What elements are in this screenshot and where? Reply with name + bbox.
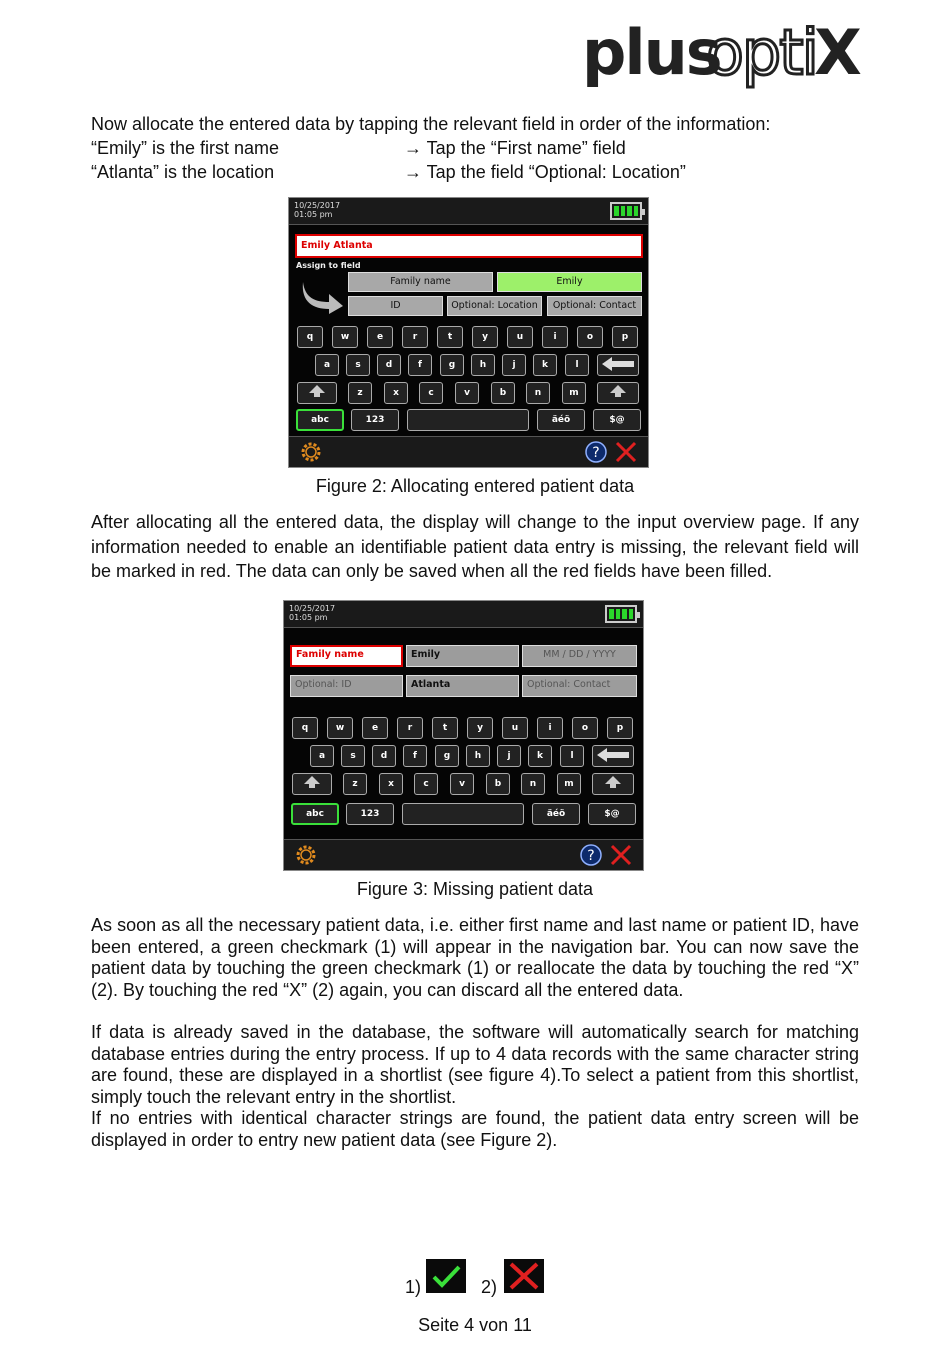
key-s[interactable]: s — [341, 745, 365, 767]
key-x[interactable]: x — [384, 382, 408, 404]
entry-input[interactable]: Emily Atlanta — [295, 234, 643, 258]
key-e[interactable]: e — [362, 717, 388, 739]
key-f[interactable]: f — [408, 354, 432, 376]
figure2-screen — [288, 197, 649, 468]
key-c[interactable]: c — [414, 773, 438, 795]
key-r[interactable]: r — [397, 717, 423, 739]
key-n[interactable]: n — [521, 773, 545, 795]
accent-key[interactable]: äéö — [532, 803, 580, 825]
key-g[interactable]: g — [440, 354, 464, 376]
backspace-icon — [595, 746, 631, 764]
key-z[interactable]: z — [343, 773, 367, 795]
backspace-key[interactable] — [592, 745, 634, 767]
paragraph-database: If data is already saved in the database, the software will automatically search for matching database entries during the entry process. If up to 4 data records with the same character string are found, these are displayed in a shortlist (see figure 4).To select a patient from this shortlist, simply touch the relevant entry in the shortlist. — [91, 1022, 859, 1107]
key-k[interactable]: k — [528, 745, 552, 767]
key-g[interactable]: g — [435, 745, 459, 767]
shift-key-left[interactable] — [292, 773, 332, 795]
backspace-key[interactable] — [597, 354, 639, 376]
shift-key-right[interactable] — [597, 382, 639, 404]
field-location[interactable]: Atlanta — [406, 675, 519, 697]
paragraph-checkmark: As soon as all the necessary patient data, i.e. either first name and last name or patient ID, have been entered, a green checkmark (1) will appear in the navigation bar. You can now save the patient data by touching the green checkmark (1) or reallocate the data by touching the red “X” (2). By touching the red “X” (2) again, you can discard all the entered data. — [91, 915, 859, 1000]
svg-text:opti: opti — [706, 16, 817, 89]
key-d[interactable]: d — [372, 745, 396, 767]
shift-key-right[interactable] — [592, 773, 634, 795]
key-h[interactable]: h — [466, 745, 490, 767]
key-h[interactable]: h — [471, 354, 495, 376]
battery-icon — [610, 202, 642, 220]
shift-key-left[interactable] — [297, 382, 337, 404]
symbol-key[interactable]: $@ — [593, 409, 641, 431]
key-b[interactable]: b — [486, 773, 510, 795]
settings-gear-icon[interactable] — [294, 843, 318, 867]
key-o[interactable]: o — [577, 326, 603, 348]
key-e[interactable]: e — [367, 326, 393, 348]
key-l[interactable]: l — [565, 354, 589, 376]
key-p[interactable]: p — [612, 326, 638, 348]
svg-text:plus: plus — [582, 16, 721, 89]
page-number: Seite 4 von 11 — [418, 1315, 532, 1335]
key-i[interactable]: i — [537, 717, 563, 739]
key-u[interactable]: u — [502, 717, 528, 739]
field-optional-location[interactable]: Optional: Location — [447, 296, 542, 316]
settings-gear-icon[interactable] — [299, 440, 323, 464]
legend-label-2: 2) — [481, 1277, 498, 1297]
space-key[interactable] — [407, 409, 529, 431]
step-label: “Atlanta” is the location — [91, 162, 275, 182]
paragraph-new-entry: If no entries with identical character strings are found, the patient data entry screen will be displayed in order to entry new patient data (see Figure 2). — [91, 1108, 859, 1150]
status-bar — [284, 601, 643, 628]
help-icon[interactable] — [584, 440, 608, 464]
navigation-bar — [289, 436, 648, 467]
space-key[interactable] — [402, 803, 524, 825]
key-d[interactable]: d — [377, 354, 401, 376]
key-s[interactable]: s — [346, 354, 370, 376]
accent-key[interactable]: äéö — [537, 409, 585, 431]
field-family-name-missing[interactable]: Family name — [290, 645, 403, 667]
field-id[interactable]: ID — [348, 296, 443, 316]
key-w[interactable]: w — [332, 326, 358, 348]
abc-key[interactable]: abc — [291, 803, 339, 825]
green-checkmark-icon — [426, 1259, 466, 1293]
key-a[interactable]: a — [310, 745, 334, 767]
field-date-of-birth[interactable]: MM / DD / YYYY — [522, 645, 637, 667]
help-icon[interactable] — [579, 843, 603, 867]
shift-icon — [603, 774, 623, 790]
step-instruction: → Tap the “First name” field — [404, 138, 626, 158]
key-z[interactable]: z — [348, 382, 372, 404]
key-a[interactable]: a — [315, 354, 339, 376]
key-j[interactable]: j — [497, 745, 521, 767]
symbol-key[interactable]: $@ — [588, 803, 636, 825]
key-y[interactable]: y — [467, 717, 493, 739]
curved-arrow-icon — [299, 278, 345, 314]
field-family-name[interactable]: Family name — [348, 272, 493, 292]
key-v[interactable]: v — [455, 382, 479, 404]
key-o[interactable]: o — [572, 717, 598, 739]
step-label: “Emily” is the first name — [91, 138, 280, 158]
cancel-x-icon[interactable] — [609, 843, 633, 867]
key-j[interactable]: j — [502, 354, 526, 376]
key-p[interactable]: p — [607, 717, 633, 739]
cancel-x-icon[interactable] — [614, 440, 638, 464]
step-location — [91, 160, 686, 184]
abc-key[interactable]: abc — [296, 409, 344, 431]
legend-label-1: 1) — [405, 1277, 422, 1297]
field-first-name[interactable]: Emily — [406, 645, 519, 667]
key-x[interactable]: x — [379, 773, 403, 795]
field-optional-id[interactable]: Optional: ID — [290, 675, 403, 697]
figure3-caption: Figure 3: Missing patient data — [356, 879, 594, 899]
svg-text:X: X — [814, 16, 862, 89]
key-b[interactable]: b — [491, 382, 515, 404]
key-c[interactable]: c — [419, 382, 443, 404]
icon-legend — [0, 1257, 950, 1297]
key-i[interactable]: i — [542, 326, 568, 348]
key-y[interactable]: y — [472, 326, 498, 348]
field-first-name[interactable]: Emily — [497, 272, 642, 292]
field-optional-contact[interactable]: Optional: Contact — [547, 296, 642, 316]
key-u[interactable]: u — [507, 326, 533, 348]
key-k[interactable]: k — [533, 354, 557, 376]
intro-text: Now allocate the entered data by tapping the relevant field in order of the information: — [91, 114, 771, 134]
figure2-caption: Figure 2: Allocating entered patient data — [315, 476, 635, 496]
shift-icon — [302, 774, 322, 790]
step-first-name — [91, 136, 626, 160]
navigation-bar — [284, 839, 643, 870]
key-q[interactable]: q — [297, 326, 323, 348]
status-bar — [289, 198, 648, 225]
key-m[interactable]: m — [562, 382, 586, 404]
step-instruction: → Tap the field “Optional: Location” — [404, 162, 686, 182]
shift-icon — [307, 383, 327, 399]
key-f[interactable]: f — [403, 745, 427, 767]
battery-icon — [605, 605, 637, 623]
key-n[interactable]: n — [526, 382, 550, 404]
key-t[interactable]: t — [437, 326, 463, 348]
key-t[interactable]: t — [432, 717, 458, 739]
key-w[interactable]: w — [327, 717, 353, 739]
key-v[interactable]: v — [450, 773, 474, 795]
figure3-screen — [283, 600, 644, 871]
numeric-key[interactable]: 123 — [346, 803, 394, 825]
field-optional-contact[interactable]: Optional: Contact — [522, 675, 637, 697]
datetime: 10/25/2017 01:05 pm — [289, 604, 336, 622]
paragraph-overview: After allocating all the entered data, the display will change to the input overview page. If any information needed to enable an identifiable patient data entry is missing, the relevant field will be marked in red. The data can only be saved when all the red fields have been filled. — [91, 512, 859, 581]
svg-text:?: ? — [587, 848, 595, 864]
key-r[interactable]: r — [402, 326, 428, 348]
red-x-icon — [504, 1259, 544, 1293]
key-m[interactable]: m — [557, 773, 581, 795]
backspace-icon — [600, 355, 636, 373]
datetime: 10/25/2017 01:05 pm — [294, 201, 341, 219]
assign-label: Assign to field — [296, 261, 361, 270]
key-l[interactable]: l — [560, 745, 584, 767]
key-q[interactable]: q — [292, 717, 318, 739]
svg-text:?: ? — [592, 445, 600, 461]
plusoptix-logo — [582, 14, 862, 90]
shift-icon — [608, 383, 628, 399]
numeric-key[interactable]: 123 — [351, 409, 399, 431]
